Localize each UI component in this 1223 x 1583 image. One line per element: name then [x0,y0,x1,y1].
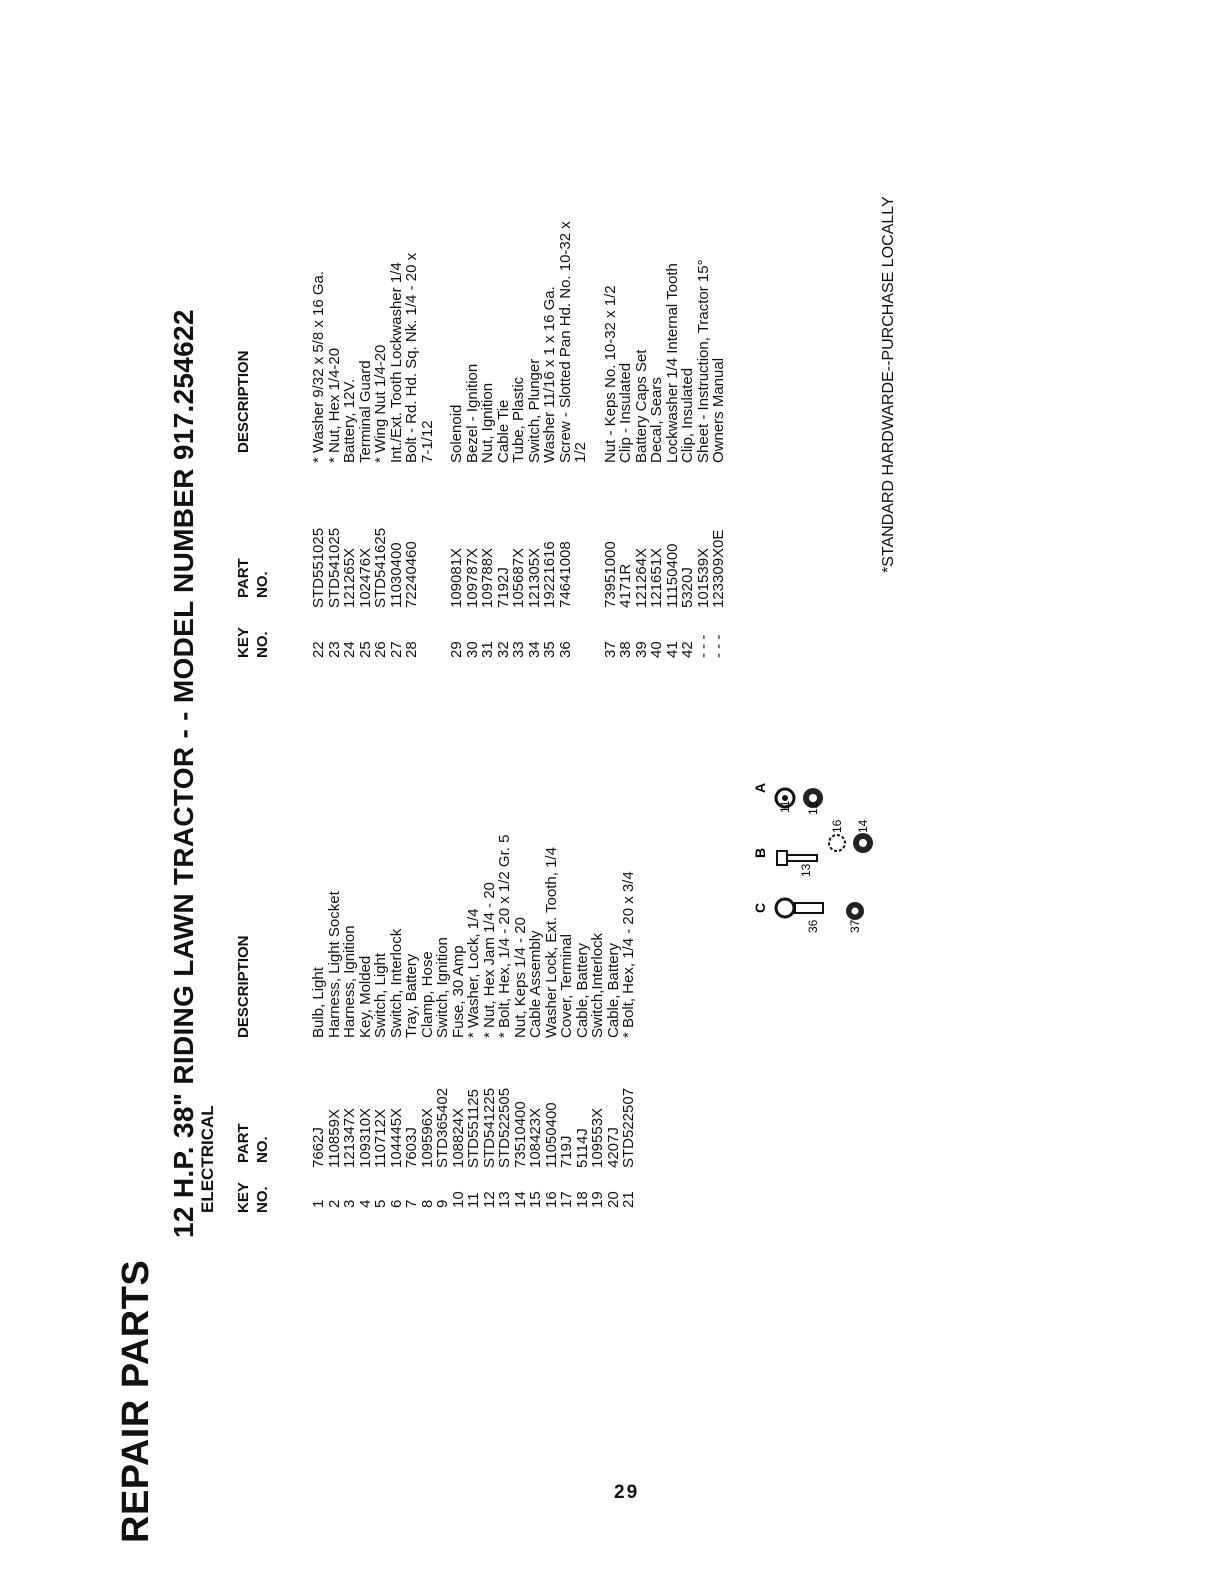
right-description: Screw - Slotted Pan Hd. No. 10-32 x [556,221,574,463]
left-part-no: 4207J [604,1127,622,1168]
left-key-no: 10 [449,1191,467,1208]
left-description: Cable Assembly [527,930,544,1038]
right-description: Nut - Keps No. 10-32 x 1/2 [601,285,619,463]
right-part-no: STD541625 [372,527,389,608]
callout-13: 13 [799,863,813,877]
right-key-no: 25 [356,641,374,658]
right-key-no: 31 [479,641,496,658]
right-key-no: 22 [310,641,327,658]
left-part-no: STD522505 [496,1087,513,1168]
left-description: * Bolt, Hex, 1/4 - 20 x 3/4 [620,871,637,1038]
left-part-no: 7603J [403,1127,420,1168]
header-part-left: PART NO. [235,1123,271,1163]
callout-14: 14 [856,819,870,833]
right-key-no: - - - [694,634,712,658]
right-part-no: 121651X [648,547,665,608]
right-part-no: 102476X [356,547,374,608]
left-description: Key, Molded [356,955,374,1038]
left-key-no: 5 [372,1199,389,1208]
left-key-no: 15 [527,1191,544,1208]
left-key-no: 17 [558,1191,575,1208]
left-part-no: 719J [558,1135,575,1168]
left-part-no: STD522507 [620,1087,637,1168]
left-part-no: 108824X [449,1107,467,1168]
right-part-no: STD551025 [310,527,327,608]
left-description: Switch, Ignition [434,937,451,1038]
diagram-label-b: B [752,847,768,858]
right-part-no: STD541025 [325,527,343,608]
right-description: Battery, 12V. [341,378,358,463]
section-heading: ELECTRICAL [198,1105,217,1213]
left-key-no: 2 [325,1199,343,1208]
left-key-no: 4 [356,1199,374,1208]
right-part-no: 121265X [341,547,358,608]
callout-12: 12 [806,801,820,815]
right-description: Clip, Insulated [679,367,696,463]
right-key-no: 39 [632,641,650,658]
right-description-continued: 1/2 [572,442,589,463]
right-key-no: 28 [403,641,420,658]
left-description: Cable, Battery [604,942,622,1038]
right-part-no: 121305X [525,547,543,608]
footnote: *STANDARD HARDWARDE--PURCHASE LOCALLY [880,196,897,573]
left-part-no: STD365402 [434,1087,451,1168]
right-description: Tube, Plastic [510,376,527,463]
left-description: Harness, Light Socket [325,891,343,1038]
left-description: Cable, Battery [573,942,591,1038]
left-key-no: 16 [542,1191,560,1208]
callout-16: 16 [830,819,844,833]
left-key-no: 6 [387,1199,405,1208]
left-part-no: 109596X [418,1107,436,1168]
right-part-no: 72240460 [403,541,420,608]
right-part-no: 105687X [510,547,527,608]
right-description: Sheet - Instruction, Tractor 15° [694,259,712,463]
left-part-no: 109310X [356,1107,374,1168]
left-part-no: 109553X [589,1107,606,1168]
diagram-label-c: C [752,902,768,913]
callout-36: 36 [806,919,820,933]
right-key-no: 38 [617,641,634,658]
right-key-no: 40 [648,641,665,658]
left-key-no: 19 [589,1191,606,1208]
right-key-no: 34 [525,641,543,658]
right-key-no: 26 [372,641,389,658]
left-description: * Bolt, Hex, 1/4 - 20 x 1/2 Gr. 5 [496,834,513,1038]
left-key-no: 18 [573,1191,591,1208]
right-description: Bolt - Rd. Hd. Sq. Nk. 1/4 - 20 x [403,252,420,463]
left-part-no: 110859X [325,1109,343,1168]
right-description: * Washer 9/32 x 5/8 x 16 Ga. [310,270,327,463]
left-description: Harness, Ignition [341,925,358,1038]
header-key-left: KEY NO. [235,1182,271,1213]
right-description: Cable Tie [494,399,512,463]
left-part-no: STD551125 [465,1089,482,1168]
right-part-no: 109081X [448,547,465,608]
right-key-no: 32 [494,641,512,658]
right-part-no: 11150400 [663,543,681,608]
right-description: Bezel - Ignition [463,363,481,463]
right-key-no: 33 [510,641,527,658]
right-description: Owners Manual [710,357,727,463]
left-part-no: 110712X [372,1109,389,1168]
right-part-no: 74641008 [556,541,574,608]
header-description-left: DESCRIPTION [235,935,252,1038]
left-key-no: 20 [604,1191,622,1208]
keps-nut-icon [853,833,873,853]
callout-37: 37 [848,919,862,933]
right-part-no: 19221616 [541,541,558,608]
header-key-right: KEY NO. [235,627,271,658]
diagram-label-a: A [752,782,768,793]
left-description: Bulb, Light [310,967,327,1038]
right-key-no: 23 [325,641,343,658]
right-part-no: 109788X [479,547,496,608]
right-key-no: 36 [556,641,574,658]
right-description: * Wing Nut 1/4-20 [372,344,389,463]
left-description: Switch,Interlock [589,932,606,1038]
right-description: Clip - Insulated [617,362,634,463]
right-part-no: 11030400 [387,542,405,608]
left-part-no: 104445X [387,1107,405,1168]
left-part-no: 11050400 [542,1102,560,1168]
right-key-no: - - - [710,634,727,658]
page-number: 29 [614,1482,640,1503]
right-key-no: 29 [448,641,465,658]
left-description: Nut, Keps 1/4 - 20 [511,917,529,1038]
right-description: Nut, Ignition [479,382,496,463]
right-key-no: 24 [341,641,358,658]
right-description: Battery Caps Set [632,349,650,463]
left-key-no: 14 [511,1191,529,1208]
right-description: * Nut, Hex 1/4-20 [325,347,343,463]
right-description: Switch, Plunger [525,358,543,463]
right-key-no: 30 [463,641,481,658]
left-part-no: 73510400 [511,1101,529,1168]
left-description: Cover, Terminal [558,934,575,1038]
left-description: Switch, Light [372,952,389,1038]
page-heading: REPAIR PARTS [115,1259,157,1543]
left-key-no: 12 [480,1191,498,1208]
left-key-no: 1 [310,1199,327,1208]
left-part-no: 108423X [527,1107,544,1168]
keps-nut-37-icon [846,902,864,920]
right-description: Lockwasher 1/4 Internal Tooth [663,263,681,463]
left-description: Washer Lock, Ext. Tooth, 1/4 [542,847,560,1038]
right-part-no: 123309X0E [710,529,727,608]
right-description: Washer 11/16 x 1 x 16 Ga. [541,286,558,463]
right-part-no: 5320J [679,567,696,608]
right-part-no: 121264X [632,547,650,608]
screw-icon [776,899,823,917]
left-key-no: 11 [465,1192,482,1208]
left-key-no: 13 [496,1191,513,1208]
left-key-no: 9 [434,1199,451,1208]
header-description-right: DESCRIPTION [235,350,252,453]
left-description: Switch, Interlock [387,928,405,1038]
left-part-no: 5114J [573,1128,591,1168]
right-description: Solenoid [448,404,465,463]
left-description: Clamp, Hose [418,951,436,1038]
right-key-no: 27 [387,641,405,658]
left-key-no: 3 [341,1199,358,1208]
star-washer-icon [829,835,845,851]
right-key-no: 42 [679,641,696,658]
right-description-continued: 7-1/12 [418,420,436,463]
right-key-no: 41 [663,641,681,658]
right-part-no: 73951000 [601,541,619,608]
left-description: * Nut, Hex Jam 1/4 - 20 [480,882,498,1038]
right-part-no: 109787X [463,547,481,608]
left-part-no: 7662J [310,1127,327,1168]
right-key-no: 35 [541,641,558,658]
left-description: Tray, Battery [403,953,420,1038]
callout-11: 11 [778,800,792,813]
right-key-no: 37 [601,641,619,658]
left-key-no: 8 [418,1199,436,1208]
right-description: Int./Ext. Tooth Lockwasher 1/4 [387,262,405,463]
hardware-diagram [745,753,895,983]
left-key-no: 7 [403,1199,420,1208]
header-part-right: PART NO. [235,558,271,598]
left-description: * Washer, Lock, 1/4 [465,908,482,1038]
right-description: Terminal Guard [356,360,374,463]
left-description: Fuse, 30 Amp [449,945,467,1038]
right-part-no: 7192J [494,567,512,608]
right-part-no: 101539X [694,547,712,608]
left-part-no: STD541225 [480,1087,498,1168]
page-title: 12 H.P. 38" RIDING LAWN TRACTOR - - MODEL NUMBER 917.254622 [168,309,199,1238]
right-part-no: 4171R [617,563,634,608]
right-description: Decal, Sears [648,377,665,463]
left-key-no: 21 [620,1191,637,1208]
left-part-no: 121347X [341,1107,358,1168]
